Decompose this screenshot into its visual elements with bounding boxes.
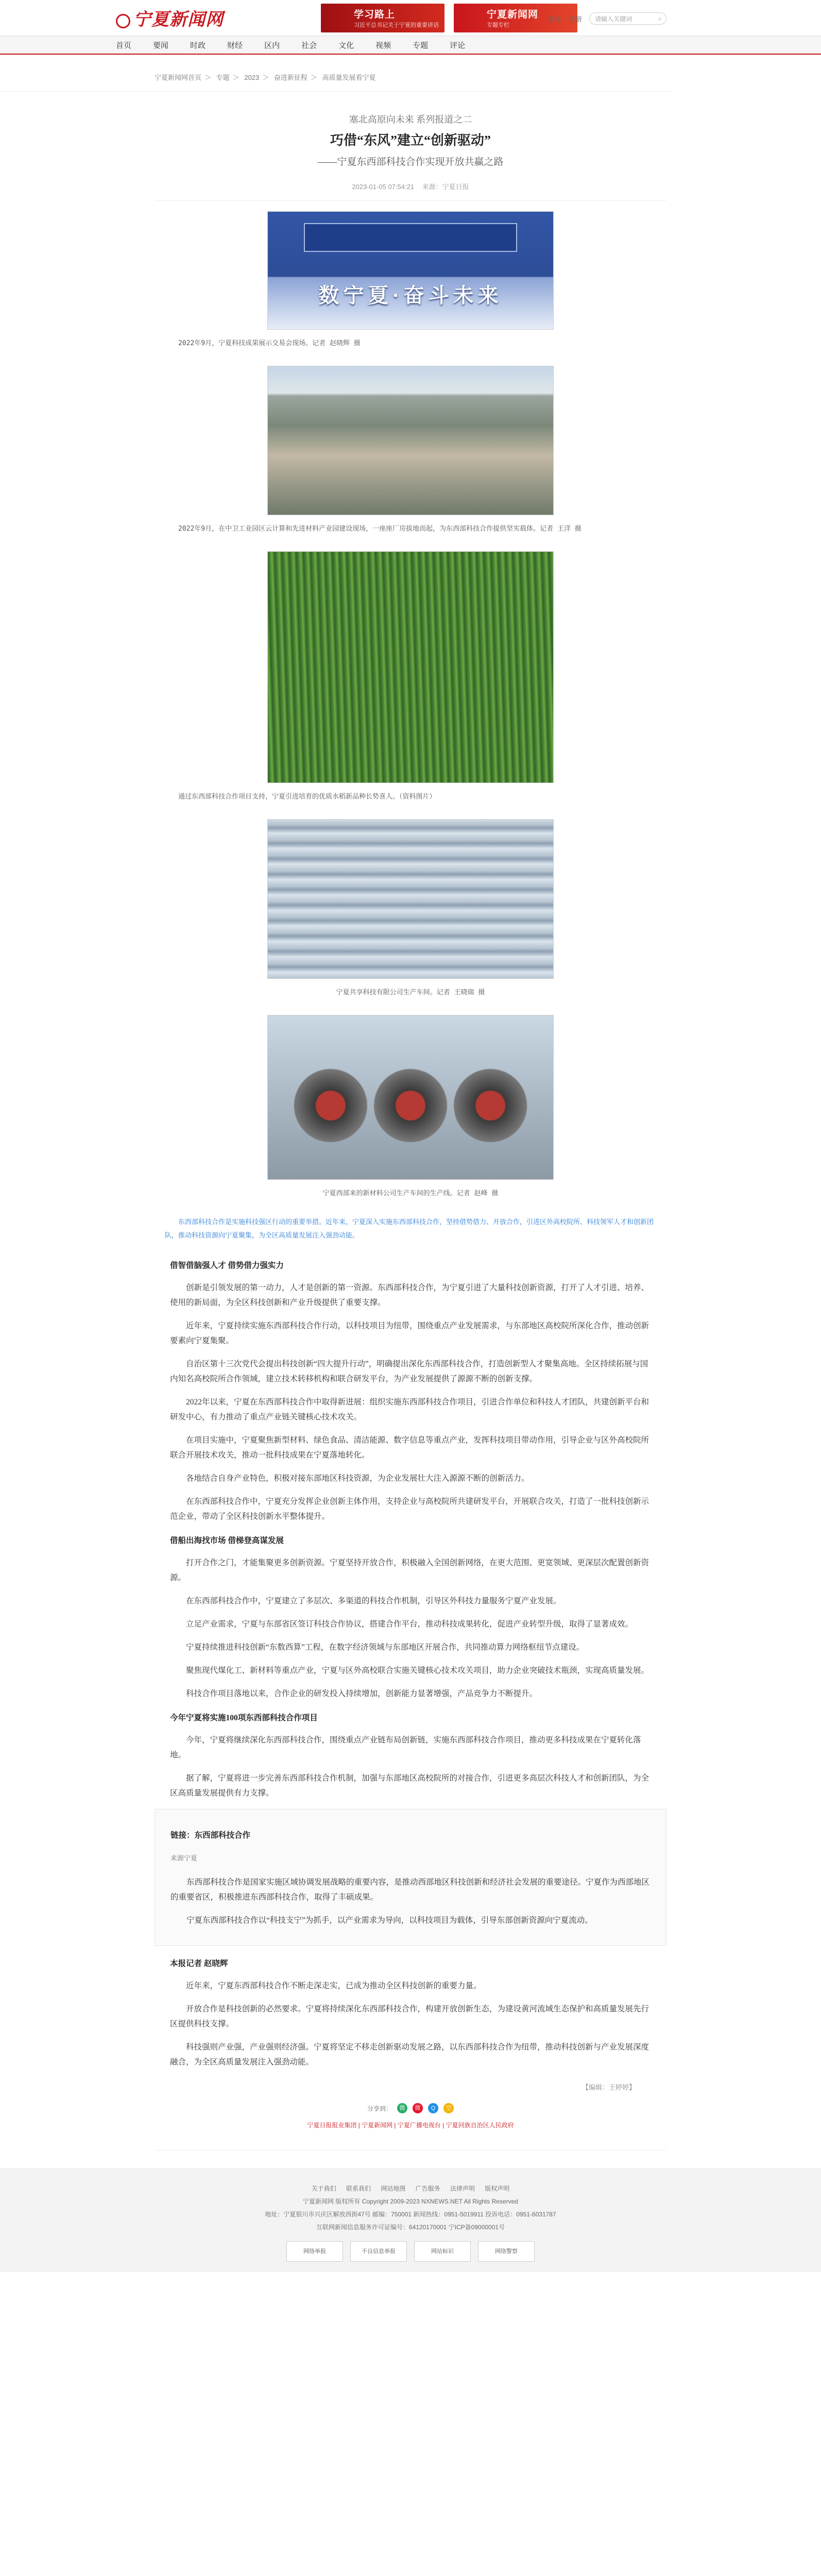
related-links[interactable]: 宁夏日报报业集团 | 宁夏新闻网 | 宁夏广播电视台 | 宁夏回族自治区人民政府: [155, 2121, 666, 2150]
qq-icon[interactable]: Q: [428, 2103, 438, 2113]
nav-item[interactable]: 视频: [375, 41, 391, 50]
site-badge[interactable]: 网站标识: [414, 2241, 471, 2262]
paragraph: 宁夏东西部科技合作以“科技支宁”为抓手，以产业需求为导向，以科技项目为载体，引导东部创新资源向宁夏流动。: [186, 1916, 593, 1925]
paragraph: 创新是引领发展的第一动力，人才是创新的第一资源。东西部科技合作，为宁夏引进了大量科技创新资源，打开了人才引进、培养、使用的新局面，为全区科技创新和产业升级提供了重要支撑。: [170, 1283, 649, 1307]
paragraph: 近年来，宁夏持续实施东西部科技合作行动，以科技项目为纽带，围绕重点产业发展需求，与东部地区高校院所深化合作，推动创新要素向宁夏集聚。: [170, 1321, 649, 1345]
nav-item[interactable]: 首页: [116, 41, 132, 50]
main-nav: [0, 36, 821, 55]
breadcrumb-home[interactable]: 宁夏新闻网首页: [155, 74, 202, 81]
box-source: 来源宁夏: [170, 1855, 198, 1862]
photo-caption: 2022年9月，宁夏科技成果展示交易会现场。记者 赵晓辉 摄: [178, 340, 361, 347]
footer-link[interactable]: 关于我们: [311, 2185, 336, 2192]
paragraph: 今年，宁夏将继续深化东西部科技合作，围绕重点产业链布局创新链，实施东西部科技合作项目，推动更多科技成果在宁夏转化落地。: [170, 1736, 641, 1759]
pretitle: 塞北高原向未来 系列报道之二: [349, 114, 472, 125]
police-badge[interactable]: 网络警察: [478, 2241, 535, 2262]
editor-note: 东西部科技合作是实施科技强区行动的重要举措。近年来，宁夏深入实施东西部科技合作，坚持借势借力、开放合作，引进区外高校院所、科技领军人才和创新团队，推动科技资源向宁夏聚集，为全区高质量发展注入强劲动能。: [165, 1218, 654, 1240]
photo-industrial-park: [267, 366, 554, 515]
paragraph: 立足产业需求，宁夏与东部省区签订科技合作协议，搭建合作平台，推动科技成果转化，促进产业转型升级，取得了显著成效。: [186, 1620, 634, 1629]
header: [0, 0, 821, 36]
paragraph: 据了解，宁夏将进一步完善东西部科技合作机制，加强与东部地区高校院所的对接合作，引进更多高层次科技人才和创新团队，为全区高质量发展提供有力支撑。: [170, 1774, 649, 1798]
nav-item[interactable]: 区内: [264, 41, 280, 50]
photo-stage-board: [304, 223, 517, 252]
footer-link[interactable]: 法律声明: [450, 2185, 475, 2192]
paragraph: 2022年以来，宁夏在东西部科技合作中取得新进展：组织实施东西部科技合作项目，引进合作单位和科技人才团队，共建创新平台和研发中心，有力推动了重点产业链关键核心技术攻关。: [170, 1398, 649, 1421]
logo-mark-icon: [116, 14, 130, 28]
breadcrumb-item[interactable]: 专题: [216, 74, 230, 81]
breadcrumb-item[interactable]: 高质量发展看宁夏: [322, 74, 376, 81]
editor-credit: 【编辑：王婷婷】: [581, 2083, 636, 2091]
photo-caption: 2022年9月，在中卫工业园区云计算和先进材料产业园建设现场，一座座厂房拔地而起，为东西部科技合作提供坚实载体。记者 王洋 摄: [178, 525, 581, 533]
footer: [0, 2168, 821, 2272]
article-body: [155, 201, 666, 2150]
footer-link[interactable]: 广告服务: [415, 2185, 440, 2192]
wechat-icon[interactable]: 微: [397, 2103, 407, 2113]
paragraph: 打开合作之门，才能集聚更多创新资源。宁夏坚持开放合作，积极融入全国创新网络，在更大范围、更宽领域、更深层次配置创新资源。: [170, 1558, 649, 1582]
section-heading: 借船出海找市场 借梯登高谋发展: [170, 1536, 284, 1545]
login-link[interactable]: 登录: [548, 15, 561, 23]
top-tools: [548, 12, 666, 25]
search-icon[interactable]: ⌕: [658, 14, 662, 22]
share-bar: 分享到： 微 微 Q 空: [155, 2103, 666, 2113]
photo-workshop: [267, 819, 554, 979]
photo-production-line: [267, 1015, 554, 1180]
register-link[interactable]: 注册: [568, 15, 582, 23]
paragraph: 聚焦现代煤化工、新材料等重点产业，宁夏与区外高校联合实施关键核心技术攻关项目，助力企业突破技术瓶颈，实现高质量发展。: [186, 1666, 649, 1675]
publish-time: 2023-01-05 07:54:21: [352, 183, 415, 191]
qzone-icon[interactable]: 空: [443, 2103, 454, 2113]
nav-item[interactable]: 评论: [450, 41, 466, 50]
site-logo[interactable]: 宁夏新闻网: [116, 5, 312, 30]
subtitle: ——宁夏东西部科技合作实现开放共赢之路: [317, 157, 504, 167]
photo-rice-field: [267, 551, 554, 783]
article-meta: [155, 181, 666, 201]
nav-item[interactable]: 时政: [190, 41, 206, 50]
license: 互联网新闻信息服务许可证编号：64120170001 宁ICP备09000001号: [316, 2224, 505, 2231]
copyright: 宁夏新闻网 版权所有 Copyright 2009-2023 NXNEWS.NET All Rights Reserved: [303, 2198, 518, 2205]
paragraph: 科技强则产业强，产业强则经济强。宁夏将坚定不移走创新驱动发展之路，以东西部科技合作为纽带，推动科技创新与产业发展深度融合，为全区高质量发展注入强劲动能。: [170, 2043, 649, 2066]
banner-special[interactable]: 宁夏新闻网 专题专栏: [454, 4, 577, 32]
paragraph: 在东西部科技合作中，宁夏建立了多层次、多渠道的科技合作机制，引导区外科技力量服务宁夏产业发展。: [186, 1597, 561, 1605]
paragraph: 自治区第十三次党代会提出科技创新“四大提升行动”，明确提出深化东西部科技合作，打造创新型人才聚集高地。全区持续拓展与国内知名高校院所合作领域，建立技术转移机构和联合研发平台，为产业发展提供了源源不断的创新支撑。: [170, 1360, 648, 1383]
nav-item[interactable]: 要闻: [153, 41, 169, 50]
nav-item[interactable]: 社会: [301, 41, 317, 50]
photo-caption: 宁夏西部来的新材料公司生产车间的生产线。记者 赵峰 摄: [322, 1190, 499, 1197]
report-badge[interactable]: 网络举报: [286, 2241, 343, 2262]
footer-links: [0, 2182, 821, 2195]
info-box: [155, 1809, 666, 1946]
photo-caption: 宁夏共享科技有限公司生产车间。记者 王晓瑞 摄: [336, 989, 485, 996]
footer-link[interactable]: 网站地图: [381, 2185, 406, 2192]
breadcrumb-item[interactable]: 2023: [244, 74, 260, 81]
source: 来源：宁夏日报: [422, 183, 469, 191]
footer-link[interactable]: 版权声明: [485, 2185, 510, 2192]
nav-item[interactable]: 财经: [227, 41, 243, 50]
paragraph: 科技合作项目落地以来，合作企业的研发投入持续增加，创新能力显著增强，产品竞争力不断提升。: [186, 1689, 538, 1698]
breadcrumb-item[interactable]: 奋进新征程: [273, 74, 307, 81]
article-header: [0, 92, 821, 168]
photo-caption: 通过东西部科技合作项目支持，宁夏引进培育的优质水稻新品种长势喜人。（资料图片）: [178, 793, 436, 801]
weibo-icon[interactable]: 微: [413, 2103, 423, 2113]
section-heading: 今年宁夏将实施100项东西部科技合作项目: [170, 1714, 318, 1722]
search-input[interactable]: 请输入关键词 ⌕: [589, 12, 666, 25]
box-heading: 链接：东西部科技合作: [170, 1831, 251, 1840]
section-heading: 借智借脑强人才 借势借力强实力: [170, 1261, 284, 1270]
nav-item[interactable]: 文化: [338, 41, 354, 50]
nav-item[interactable]: 专题: [413, 41, 429, 50]
photo-slogan-graphic: 数宁夏·奋斗未来: [318, 284, 503, 307]
photo-expo: [267, 211, 554, 330]
report-badge[interactable]: 不良信息举报: [350, 2241, 407, 2262]
breadcrumb: 宁夏新闻网首页 ＞ 专题 ＞ 2023 ＞ 奋进新征程 ＞ 高质量发展看宁夏: [0, 55, 672, 92]
paragraph: 在东西部科技合作中，宁夏充分发挥企业创新主体作用，支持企业与高校院所共建研发平台，开展联合攻关，打造了一批科技创新示范企业，带动了全区科技创新水平整体提升。: [170, 1497, 649, 1521]
address: 地址：宁夏银川市兴庆区解放西街47号 邮编：750001 新闻热线：0951-5019911 投诉电话：0951-6031787: [265, 2211, 556, 2218]
paragraph: 开放合作是科技创新的必然要求。宁夏将持续深化东西部科技合作，构建开放创新生态，为建设黄河流域生态保护和高质量发展先行区提供科技支撑。: [170, 2005, 649, 2028]
page-title: 巧借“东风”建立“创新驱动”: [330, 133, 491, 148]
paragraph: 近年来，宁夏东西部科技合作不断走深走实，已成为推动全区科技创新的重要力量。: [186, 1981, 482, 1990]
banner-study[interactable]: 学习路上 习近平总书记关于宁夏的重要讲话: [321, 4, 444, 32]
footer-badges: [0, 2241, 821, 2262]
paragraph: 在项目实施中，宁夏聚焦新型材料、绿色食品、清洁能源、数字信息等重点产业，发挥科技项目带动作用，引导企业与区外高校院所联合开展技术攻关，推动一批科技成果在宁夏落地转化。: [170, 1436, 649, 1460]
paragraph: 宁夏持续推进科技创新“东数西算”工程，在数字经济领域与东部地区开展合作，共同推动算力网络枢纽节点建设。: [186, 1643, 585, 1652]
paragraph: 各地结合自身产业特色，积极对接东部地区科技资源，为企业发展壮大注入源源不断的创新活力。: [186, 1474, 529, 1483]
section-heading: 本报记者 赵晓辉: [170, 1959, 228, 1968]
footer-link[interactable]: 联系我们: [346, 2185, 371, 2192]
paragraph: 东西部科技合作是国家实施区域协调发展战略的重要内容，是推动西部地区科技创新和经济社会发展的重要途径。宁夏作为西部地区的重要省区，积极推进东西部科技合作，取得了丰硕成果。: [170, 1878, 650, 1902]
